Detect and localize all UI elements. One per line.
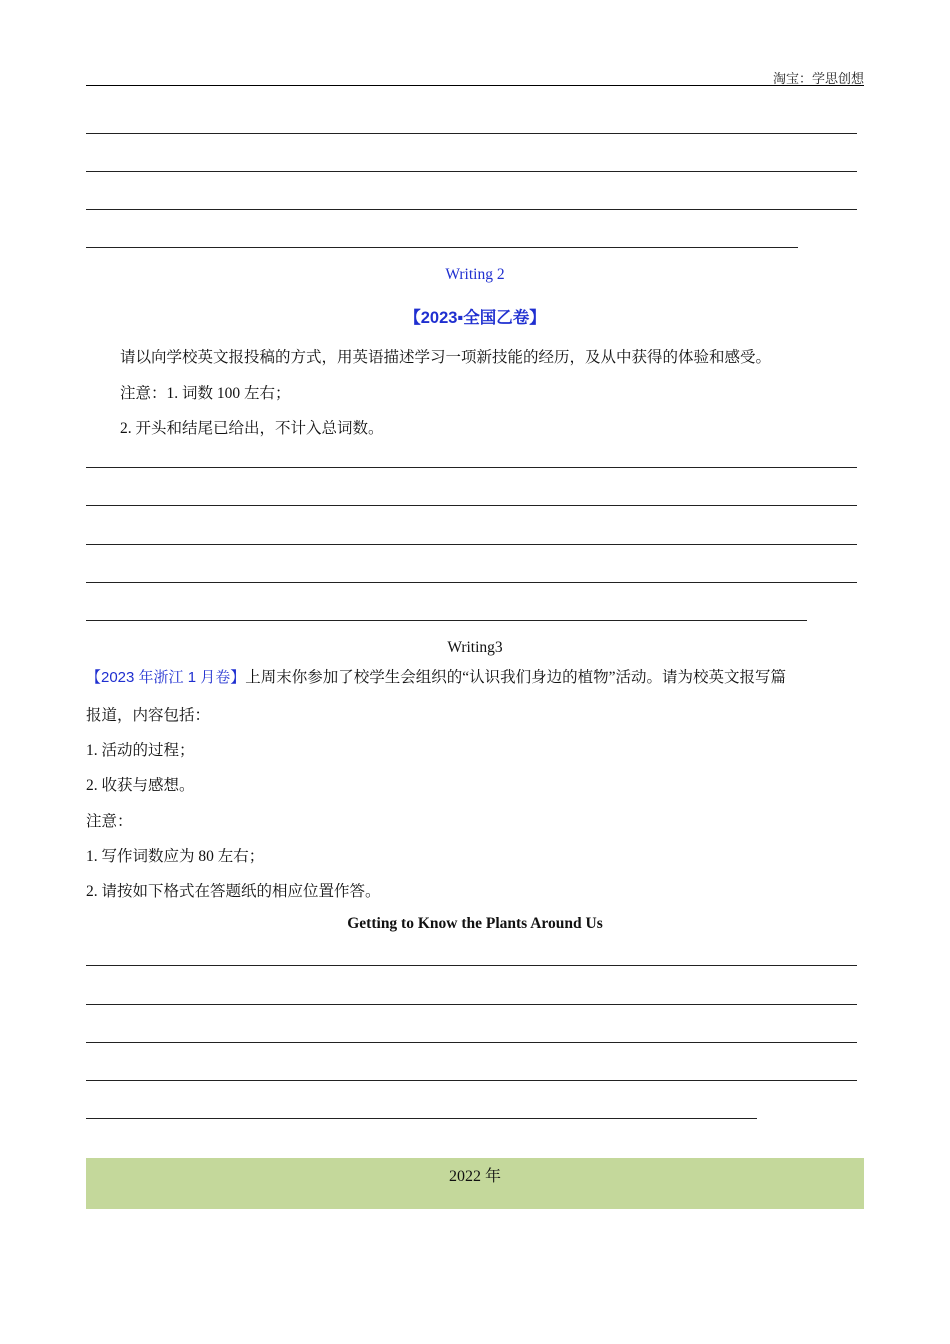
answer-line — [86, 1118, 757, 1119]
answer-line — [86, 467, 857, 468]
writing3-source: 【2023 年浙江 1 月卷】 — [86, 669, 246, 686]
writing3-prompt-line2: 报道，内容包括： — [86, 707, 211, 724]
writing3-note1: 1. 写作词数应为 80 左右； — [86, 848, 265, 865]
writing2-source: 【2023▪全国乙卷】 — [404, 309, 546, 327]
writing2-note1: 注意：1. 词数 100 左右； — [120, 385, 291, 402]
writing2-prompt: 请以向学校英文报投稿的方式，用英语描述学习一项新技能的经历，及从中获得的体验和感受。 — [120, 349, 772, 366]
answer-line — [86, 505, 857, 506]
answer-line — [86, 171, 857, 172]
answer-line — [86, 582, 857, 583]
answer-line — [86, 965, 857, 966]
writing3-item1: 1. 活动的过程； — [86, 742, 195, 759]
writing3-note2: 2. 请按如下格式在答题纸的相应位置作答。 — [86, 883, 381, 900]
writing3-item2: 2. 收获与感想。 — [86, 777, 195, 794]
writing3-prompt-text: 上周末你参加了校学生会组织的“认识我们身边的植物”活动。请为校英文报写篇 — [245, 669, 786, 686]
header-rule — [86, 85, 864, 86]
answer-line — [86, 1080, 857, 1081]
answer-line — [86, 1042, 857, 1043]
answer-line — [86, 247, 798, 248]
writing3-title: Getting to Know the Plants Around Us — [347, 915, 603, 932]
answer-line — [86, 1004, 857, 1005]
year-banner-text: 2022 年 — [448, 1168, 501, 1185]
answer-line — [86, 544, 857, 545]
writing3-note-label: 注意： — [86, 813, 133, 830]
answer-line — [86, 133, 857, 134]
writing2-heading: Writing 2 — [445, 266, 505, 283]
writing3-prompt-line1 — [86, 665, 786, 687]
answer-line — [86, 209, 857, 210]
header-text: 淘宝：学思创想 — [772, 71, 864, 86]
writing2-note2: 2. 开头和结尾已给出，不计入总词数。 — [120, 420, 384, 437]
answer-line — [86, 620, 807, 621]
writing3-heading: Writing3 — [447, 639, 503, 656]
